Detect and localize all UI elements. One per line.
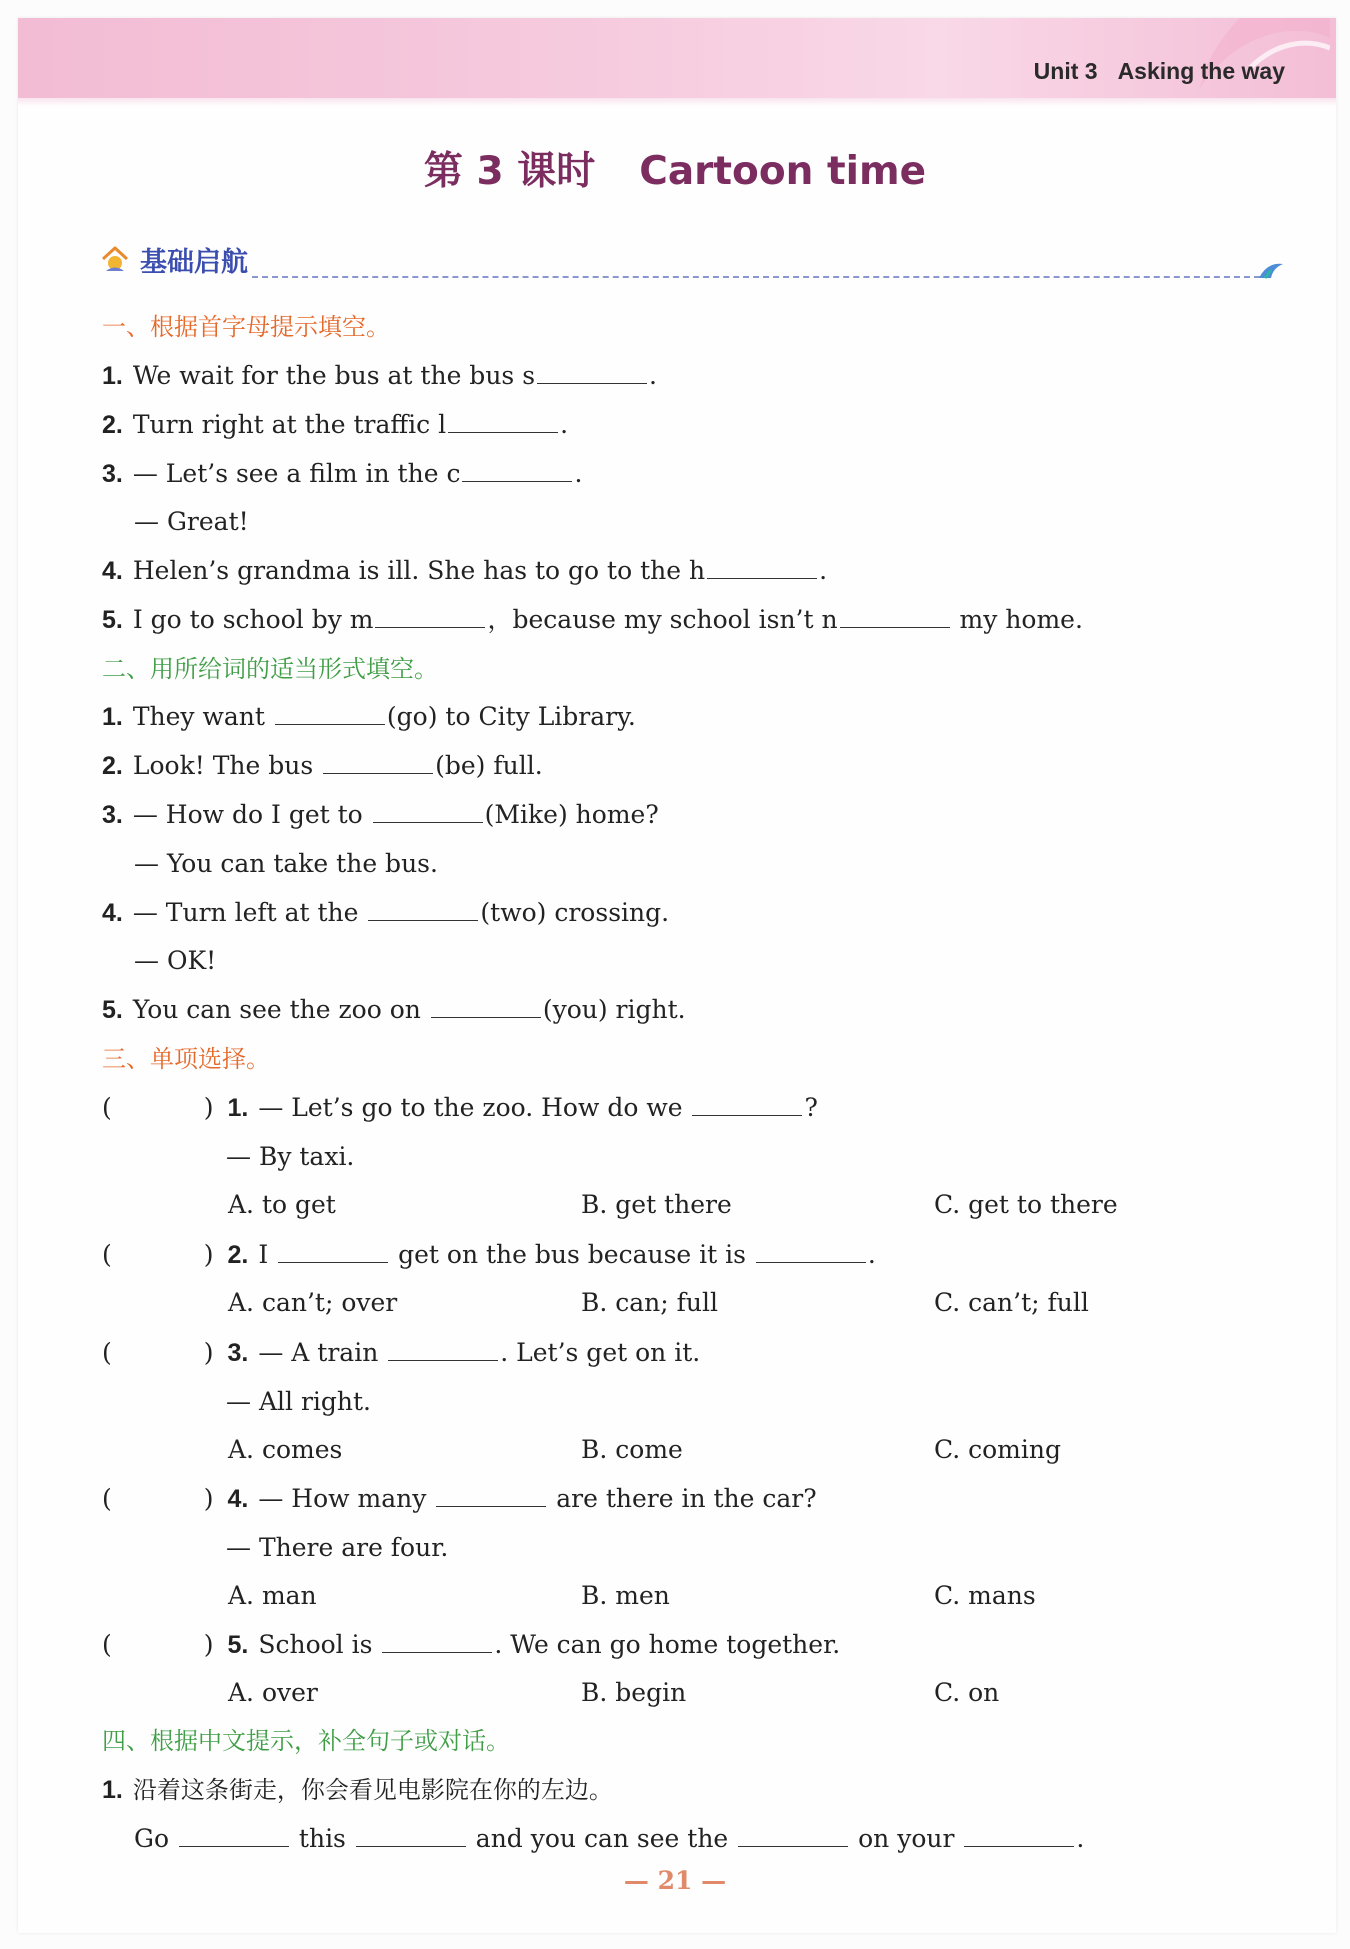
part3-question-2: ( ) 2. I get on the bus because it is . (102, 1240, 876, 1269)
answer-bracket-right: ) (203, 1093, 214, 1122)
answer-blank[interactable] (692, 1093, 802, 1116)
answer-blank[interactable] (462, 459, 572, 482)
answer-blank[interactable] (436, 1484, 546, 1507)
option-c[interactable]: C. can’t; full (934, 1288, 1089, 1317)
part1-question-2: 2. Turn right at the traffic l . (102, 410, 569, 439)
answer-blank[interactable] (356, 1824, 466, 1847)
answer-blank[interactable] (448, 410, 558, 433)
part4-heading: 四、根据中文提示，补全句子或对话。 (102, 1727, 510, 1755)
lesson-name: Cartoon time (639, 149, 927, 194)
part4-question-1-answer: Go this and you can see the on your . (134, 1824, 1085, 1853)
option-a[interactable]: A. man (228, 1581, 317, 1610)
answer-blank[interactable] (323, 751, 433, 774)
answer-blank[interactable] (278, 1240, 388, 1263)
part3-question-4-reply: — There are four. (226, 1533, 449, 1562)
answer-bracket-left[interactable]: ( (102, 1093, 112, 1122)
part1-question-3: 3. — Let’s see a film in the c . (102, 459, 583, 488)
bird-icon (1257, 258, 1285, 282)
option-c[interactable]: C. coming (934, 1435, 1061, 1464)
answer-blank[interactable] (707, 556, 817, 579)
answer-blank[interactable] (368, 898, 478, 921)
answer-blank[interactable] (964, 1824, 1074, 1847)
part1-question-1: 1. We wait for the bus at the bus s . (102, 361, 657, 390)
unit-title: Asking the way (1117, 58, 1285, 84)
option-c[interactable]: C. get to there (934, 1190, 1118, 1219)
part1-question-3-reply: — Great! (134, 507, 249, 536)
section-header (100, 240, 1285, 282)
part1-question-4: 4. Helen’s grandma is ill. She has to go to the h . (102, 556, 828, 585)
part2-question-2: 2. Look! The bus (be) full. (102, 751, 543, 780)
unit-header (1034, 58, 1285, 85)
part4-question-1: 1. 沿着这条街走，你会看见电影院在你的左边。 (102, 1776, 613, 1804)
part2-question-1: 1. They want (go) to City Library. (102, 702, 636, 731)
answer-blank[interactable] (179, 1824, 289, 1847)
part2-question-5: 5. You can see the zoo on (you) right. (102, 995, 686, 1024)
part3-question-1: ( ) 1. — Let’s go to the zoo. How do we ? (102, 1093, 818, 1122)
answer-blank[interactable] (373, 800, 483, 823)
option-a[interactable]: A. comes (228, 1435, 343, 1464)
option-c[interactable]: C. mans (934, 1581, 1036, 1610)
part1-question-5: 5. I go to school by m ，because my school isn’t n my home. (102, 605, 1083, 634)
part2-question-4-reply: — OK! (134, 946, 217, 975)
lesson-title (0, 140, 1350, 196)
option-a[interactable]: A. to get (228, 1190, 336, 1219)
answer-blank[interactable] (375, 605, 485, 628)
option-b[interactable]: B. can; full (581, 1288, 718, 1317)
option-b[interactable]: B. get there (581, 1190, 732, 1219)
answer-blank[interactable] (840, 605, 950, 628)
section-divider (252, 276, 1260, 278)
option-a[interactable]: A. can’t; over (228, 1288, 398, 1317)
answer-blank[interactable] (382, 1630, 492, 1653)
lesson-number: 第 3 课时 (423, 149, 596, 194)
part2-question-3-reply: — You can take the bus. (134, 849, 438, 878)
unit-number: Unit 3 (1033, 58, 1098, 84)
option-c[interactable]: C. on (934, 1678, 1000, 1707)
part3-question-1-reply: — By taxi. (226, 1142, 355, 1171)
option-b[interactable]: B. come (581, 1435, 683, 1464)
option-b[interactable]: B. begin (581, 1678, 687, 1707)
option-a[interactable]: A. over (228, 1678, 318, 1707)
part1-heading: 一、根据首字母提示填空。 (102, 313, 390, 341)
answer-blank[interactable] (537, 361, 647, 384)
answer-blank[interactable] (388, 1338, 498, 1361)
option-b[interactable]: B. men (581, 1581, 670, 1610)
section-title: 基础启航 (140, 247, 248, 278)
part2-question-4: 4. — Turn left at the (two) crossing. (102, 898, 670, 927)
house-icon (100, 244, 130, 274)
answer-blank[interactable] (431, 995, 541, 1018)
part2-question-3: 3. — How do I get to (Mike) home? (102, 800, 659, 829)
part3-question-3: ( ) 3. — A train . Let’s get on it. (102, 1338, 701, 1367)
answer-blank[interactable] (738, 1824, 848, 1847)
answer-blank[interactable] (275, 702, 385, 725)
part3-question-3-reply: — All right. (226, 1387, 371, 1416)
answer-blank[interactable] (756, 1240, 866, 1263)
part3-question-5: ( ) 5. School is . We can go home together. (102, 1630, 841, 1659)
part3-question-4: ( ) 4. — How many are there in the car? (102, 1484, 817, 1513)
page-number: — 21 — (623, 1866, 727, 1895)
part2-heading: 二、用所给词的适当形式填空。 (102, 655, 438, 683)
part3-heading: 三、单项选择。 (102, 1045, 270, 1073)
